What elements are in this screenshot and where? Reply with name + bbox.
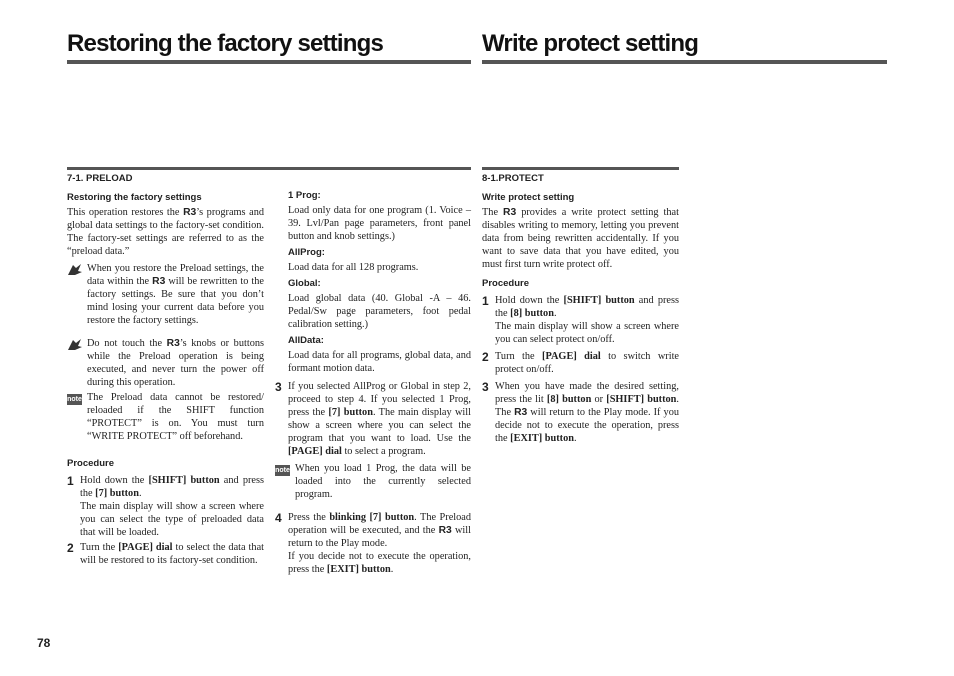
preload-step-3: 3 If you selected AllProg or Global in step 2, proceed to step 4. If you selected 1 Prog, press the [7] button. The main display will show a screen where you can select the program that you want to load. Use the [PAGE] dial to select a program. bbox=[275, 380, 472, 457]
section-heading-protect: 8-1.PROTECT bbox=[482, 173, 544, 184]
subheading-write-protect: Write protect setting bbox=[482, 192, 575, 203]
preload-step-4: 4 Press the blinking [7] button. The Preload operation will be executed, and the R3 will return to the Play mode. If you decide not to execute the operation, press the [EXIT] button. bbox=[275, 511, 472, 575]
subheading-restoring: Restoring the factory settings bbox=[67, 192, 202, 203]
section-rule-preload bbox=[67, 167, 471, 170]
option-1prog-heading: 1 Prog: bbox=[288, 190, 321, 201]
protect-step-3: 3 When you have made the desired setting, press the lit [8] button or [SHIFT] button. The R3 will return to the Play mode. If you decide not to execute the operation, press the [EXIT] button. bbox=[482, 380, 679, 444]
note-badge-icon: note bbox=[275, 467, 290, 474]
preload-step-1: 1 Hold down the [SHIFT] button and press the [7] button. The main display will show a screen where you can select the type of preloaded data that will be loaded. bbox=[67, 474, 264, 538]
section-heading-preload: 7-1. PRELOAD bbox=[67, 173, 133, 184]
title-rule-right bbox=[482, 60, 887, 64]
preload-intro: This operation restores the R3’s programs and global data settings to the factory-set condition. The factory-set settings are referred to as the “preload data.” bbox=[67, 207, 264, 257]
option-allprog-heading: AllProg: bbox=[288, 247, 325, 258]
protect-column bbox=[482, 172, 679, 445]
procedure-heading-protect: Procedure bbox=[482, 278, 529, 289]
protect-intro: The R3 provides a write protect setting that disables writing to memory, letting you prevent data from being rewritten accidentally. If you want to save data that you have edited, you must first turn write protect off. bbox=[482, 207, 679, 270]
page-title-left: Restoring the factory settings bbox=[67, 30, 384, 57]
option-global-heading: Global: bbox=[288, 278, 321, 289]
preload-column-2 bbox=[275, 189, 471, 576]
caution-hand-icon bbox=[67, 262, 87, 327]
option-1prog-text: Load only data for one program (1. Voice – 39. Lvl/Pan page parameters, front panel button and knob settings.) bbox=[288, 205, 471, 242]
option-alldata-text: Load data for all programs, global data, and formant motion data. bbox=[288, 350, 471, 374]
preload-column-1 bbox=[67, 172, 264, 567]
protect-step-1: 1 Hold down the [SHIFT] button and press the [8] button. The main display will show a screen where you can select protect on/off. bbox=[482, 294, 679, 345]
page-title-right: Write protect setting bbox=[482, 30, 699, 57]
section-rule-protect bbox=[482, 167, 679, 170]
note-1: note The Preload data cannot be restored/ reloaded if the SHIFT function “PROTECT” is on. You must turn “WRITE PROTECT” off beforehand. bbox=[67, 392, 264, 442]
option-global-text: Load global data (40. Global -A – 46. Pedal/Sw page parameters, foot pedal calibration setting.) bbox=[288, 293, 471, 330]
note-2: note When you load 1 Prog, the data will be loaded into the currently selected program. bbox=[275, 463, 471, 500]
caution-1: When you restore the Preload settings, the data within the R3 will be rewritten to the factory settings. Be sure that you don’t mind losing your current data before you restore the factory settings. bbox=[67, 262, 264, 327]
preload-step-2: 2 Turn the [PAGE] dial to select the data that will be restored to its factory-set condition. bbox=[67, 541, 264, 566]
option-alldata-heading: AllData: bbox=[288, 335, 324, 346]
protect-step-2: 2 Turn the [PAGE] dial to switch write protect on/off. bbox=[482, 350, 679, 375]
note-badge-icon: note bbox=[67, 396, 82, 403]
procedure-heading-preload: Procedure bbox=[67, 458, 114, 469]
caution-2: Do not touch the R3’s knobs or buttons while the Preload operation is being executed, and never turn the power off during this operation. bbox=[67, 337, 264, 389]
caution-hand-icon bbox=[67, 337, 87, 389]
title-rule-left bbox=[67, 60, 471, 64]
option-allprog-text: Load data for all 128 programs. bbox=[288, 262, 419, 273]
page-number: 78 bbox=[37, 636, 51, 650]
